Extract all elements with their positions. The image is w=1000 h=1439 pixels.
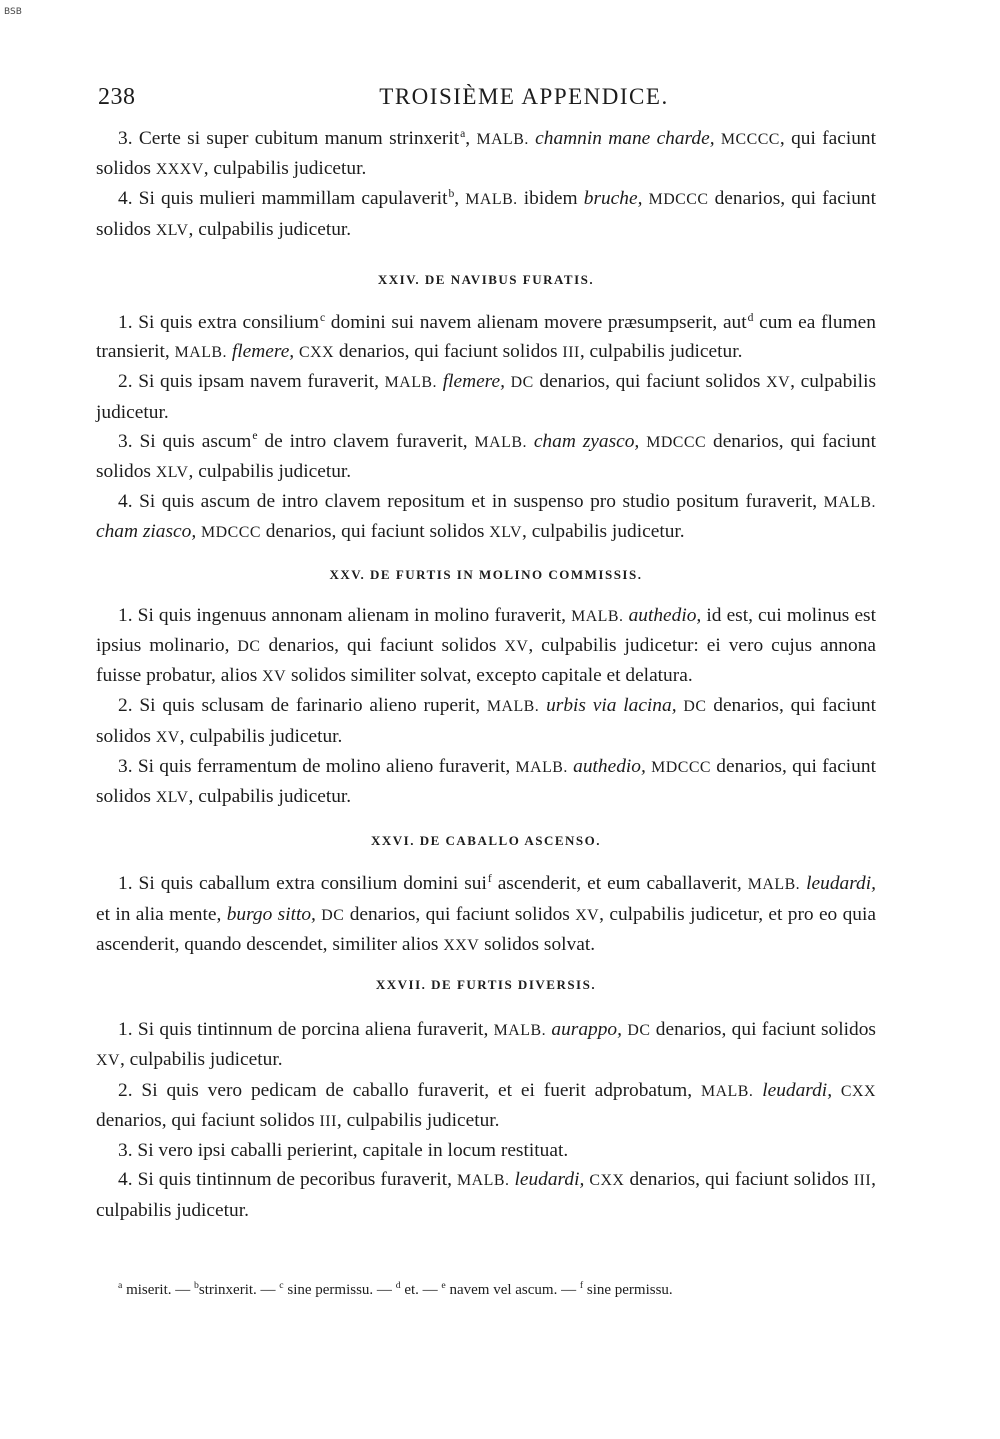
- footnote-ref: a: [460, 126, 466, 140]
- paragraph-text: Si quis extra consilium: [138, 312, 319, 334]
- paragraph-24-1: [96, 308, 876, 367]
- paragraph-number: 2.: [118, 695, 133, 717]
- footnote-text: miserit. —: [122, 1282, 194, 1298]
- text: denarios, qui faciunt solidos: [96, 755, 876, 808]
- malberg-gloss: cham zyasco,: [533, 430, 640, 452]
- malberg-gloss: leudardi,: [762, 1079, 833, 1101]
- paragraph-number: 3.: [118, 128, 133, 149]
- paragraph-text: Si vero ipsi caballi perierint, capitale in locum restituat.: [137, 1140, 569, 1162]
- page-number: 238: [98, 84, 136, 110]
- footnote-ref: c: [319, 310, 326, 324]
- malberg-gloss: authedio,: [573, 755, 646, 777]
- malb-abbrev: MALB.: [823, 494, 876, 512]
- paragraph-27-1: [96, 1015, 876, 1075]
- text: denarios, qui faciunt solidos: [533, 371, 767, 393]
- library-mark: BSB: [4, 7, 22, 17]
- footnotes: [118, 1279, 858, 1301]
- footnote-mark: f: [579, 1280, 584, 1291]
- text: denarios, qui faciunt solidos: [96, 1109, 320, 1131]
- solidi-amount: XV: [575, 906, 600, 924]
- paragraph-text: Si quis ingenuus annonam alienam in molino furaverit,: [137, 604, 572, 626]
- paragraph-25-2: [96, 691, 876, 751]
- paragraph-text: Si quis ferramentum de molino alieno furaverit,: [137, 755, 516, 777]
- footnote-mark: e: [441, 1280, 446, 1291]
- paragraph-number: 4.: [118, 491, 133, 513]
- text: cum ea flumen transierit,: [96, 312, 876, 363]
- text: ,: [465, 128, 477, 149]
- denarii-amount: MDCCC: [646, 433, 707, 451]
- paragraph-26-1: [96, 869, 876, 960]
- paragraph-number: 1.: [118, 873, 133, 895]
- footnote-ref: f: [487, 872, 492, 885]
- text: denarios, qui faciunt solidos: [344, 903, 576, 925]
- paragraph-text: Si quis vero pedicam de caballo furaverit, et ei fuerit adprobatum,: [141, 1079, 701, 1101]
- malb-abbrev: MALB.: [700, 1082, 754, 1100]
- paragraph-text: Si quis mulieri mammillam capulaverit: [138, 188, 448, 210]
- solidi-amount: XV: [766, 374, 791, 392]
- denarii-amount: CXX: [299, 344, 335, 362]
- malb-abbrev: MALB.: [174, 344, 228, 362]
- text: et in alia mente,: [96, 903, 227, 925]
- text: , culpabilis judicetur.: [179, 725, 343, 747]
- denarii-amount: DC: [510, 374, 534, 392]
- malb-abbrev: MALB.: [486, 698, 540, 716]
- denarii-amount: DC: [321, 906, 345, 924]
- malb-abbrev: MALB.: [747, 876, 801, 894]
- text: denarios, qui faciunt solidos: [650, 1019, 876, 1041]
- malb-abbrev: MALB.: [493, 1022, 547, 1040]
- denarii-amount: MCCCC: [720, 131, 780, 148]
- footnote-mark: d: [395, 1280, 401, 1291]
- footnote-item: [194, 1282, 279, 1298]
- section-heading-xxiv: XXIV. DE NAVIBUS FURATIS.: [377, 271, 595, 287]
- text: , culpabilis judicetur.: [188, 461, 352, 483]
- paragraph-number: 2.: [118, 371, 133, 393]
- text: ,: [454, 188, 466, 210]
- denarii-amount: MDCCC: [651, 758, 712, 776]
- denarii-amount: DC: [627, 1022, 651, 1040]
- footnote-mark: b: [194, 1280, 199, 1291]
- solidi-amount: XLV: [155, 464, 189, 482]
- footnote-item: [279, 1282, 395, 1298]
- text: ascenderit, et eum caballaverit,: [491, 873, 748, 895]
- footnote-ref: e: [252, 429, 258, 443]
- text-body: [96, 124, 876, 1225]
- malberg-gloss: leudardi,: [806, 873, 876, 895]
- section-heading-xxvii: XXVII. DE FURTIS DIVERSIS.: [375, 977, 597, 993]
- footnote-item: [580, 1282, 673, 1298]
- malb-abbrev: MALB.: [571, 607, 624, 625]
- paragraph-number: 1.: [118, 312, 133, 334]
- solidi-amount: XV: [504, 638, 529, 656]
- malberg-gloss: aurappo,: [551, 1019, 622, 1041]
- footnote-item: [396, 1282, 442, 1298]
- footnote-item: [118, 1282, 194, 1298]
- malberg-gloss: flemere,: [442, 371, 505, 393]
- text: solidos similiter solvat, excepto capitale et delatura.: [286, 665, 693, 687]
- paragraph-number: 1.: [118, 1019, 133, 1041]
- paragraph-number: 2.: [118, 1079, 133, 1101]
- text: , culpabilis judicetur.: [96, 1169, 876, 1221]
- text: denarios, qui faciunt solidos: [96, 430, 876, 483]
- solidi-amount: XXV: [443, 936, 480, 954]
- footnote-text: sine permissu.: [583, 1282, 673, 1298]
- paragraph-25-1: [96, 601, 876, 692]
- paragraph-number: 3.: [118, 1140, 133, 1162]
- paragraph-23-4: [96, 184, 876, 244]
- solidi-amount: III: [853, 1172, 872, 1190]
- text: [832, 1080, 841, 1101]
- paragraph-24-3: [96, 427, 876, 487]
- section-heading-xxvi: XXVI. DE CABALLO ASCENSO.: [370, 833, 601, 849]
- solidi-amount: XV: [155, 728, 180, 746]
- malberg-gloss: cham ziasco,: [96, 521, 197, 543]
- paragraph-number: 3.: [118, 430, 133, 452]
- text: , culpabilis judicetur.: [96, 371, 876, 423]
- text: id est, cui molinus est ipsius molinario,: [96, 604, 876, 657]
- text: denarios, qui faciunt solidos: [96, 695, 876, 747]
- text: , culpabilis judicetur.: [579, 341, 743, 363]
- solidi-amount: XLV: [155, 789, 189, 807]
- denarii-amount: DC: [683, 698, 707, 716]
- denarii-amount: MDCCC: [648, 191, 709, 209]
- text: , culpabilis judicetur: ei vero cujus annona fuisse probatur, alios: [96, 635, 876, 687]
- text: ibidem: [517, 188, 584, 210]
- paragraph-text: Si quis tintinnum de pecoribus furaverit,: [137, 1169, 458, 1191]
- text: , culpabilis judicetur.: [119, 1049, 283, 1071]
- malb-abbrev: MALB.: [457, 1172, 510, 1190]
- paragraph-27-4: [96, 1165, 876, 1224]
- paragraph-text: Certe si super cubitum manum strinxerit: [138, 128, 460, 149]
- solidi-amount: III: [319, 1112, 337, 1130]
- text: [753, 1080, 762, 1101]
- footnote-ref: d: [747, 310, 754, 324]
- paragraph-23-3: [96, 124, 876, 184]
- paragraph-text: Si quis ascum de intro clavem repositum et in suspenso pro studio positum furaverit,: [139, 491, 824, 513]
- paragraph-text: Si quis caballum extra consilium domini sui: [138, 873, 487, 895]
- text: , culpabilis judicetur.: [203, 158, 367, 180]
- paragraph-27-3: [96, 1136, 876, 1165]
- page-header: [98, 84, 870, 118]
- text: denarios, qui faciunt solidos: [96, 188, 876, 240]
- footnote-text: navem vel ascum. —: [445, 1282, 580, 1298]
- paragraph-text: Si quis ascum: [139, 430, 252, 452]
- footnote-mark: c: [279, 1280, 284, 1291]
- footnote-mark: a: [118, 1280, 123, 1291]
- paragraph-text: Si quis ipsam navem furaverit,: [138, 371, 385, 393]
- text: , qui faciunt solidos: [96, 128, 876, 180]
- paragraph-24-4: [96, 487, 876, 547]
- denarii-amount: CXX: [840, 1082, 876, 1100]
- paragraph-number: 3.: [118, 755, 133, 777]
- paragraph-number: 4.: [118, 188, 133, 210]
- footnote-text: strinxerit. —: [198, 1282, 280, 1298]
- text: solidos solvat.: [479, 933, 596, 955]
- paragraph-27-2: [96, 1076, 876, 1136]
- malb-abbrev: MALB.: [476, 131, 529, 148]
- paragraph-text: Si quis tintinnum de porcina aliena furaverit,: [137, 1019, 494, 1041]
- denarii-amount: DC: [237, 638, 261, 656]
- malb-abbrev: MALB.: [474, 433, 527, 451]
- running-title: TROISIÈME APPENDICE.: [379, 84, 669, 109]
- solidi-amount: XLV: [489, 524, 522, 542]
- footnote-item: [441, 1282, 579, 1298]
- text: [527, 431, 534, 452]
- malberg-gloss: chamnin mane charde,: [535, 128, 715, 149]
- text: denarios, qui faciunt solidos: [334, 341, 563, 363]
- malberg-gloss: burgo sitto,: [226, 903, 316, 925]
- malb-abbrev: MALB.: [465, 191, 518, 209]
- malberg-gloss: authedio,: [628, 604, 702, 626]
- text: domini sui navem alienam movere præsumpserit, aut: [325, 312, 747, 334]
- paragraph-number: 4.: [118, 1169, 133, 1191]
- solidi-amount: III: [562, 344, 580, 362]
- solidi-amount: XXXV: [155, 161, 204, 179]
- section-heading-xxv: XXV. DE FURTIS IN MOLINO COMMISSIS.: [329, 566, 643, 582]
- solidi-amount: XLV: [155, 221, 189, 239]
- paragraph-number: 1.: [118, 604, 133, 626]
- text: , culpabilis judicetur.: [188, 218, 352, 240]
- paragraph-text: Si quis sclusam de farinario alieno ruperit,: [139, 695, 487, 717]
- solidi-amount: XV: [96, 1052, 120, 1070]
- text: denarios, qui faciunt solidos: [624, 1169, 854, 1191]
- text: , culpabilis judicetur.: [522, 521, 685, 543]
- denarii-amount: CXX: [589, 1172, 625, 1190]
- text: , culpabilis judicetur, et pro eo quia ascenderit, quando descendet, similiter alios: [96, 903, 876, 955]
- denarii-amount: MDCCC: [201, 524, 261, 542]
- footnote-ref: b: [448, 186, 455, 200]
- text: denarios, qui faciunt solidos: [260, 521, 490, 543]
- paragraph-24-2: [96, 367, 876, 426]
- malb-abbrev: MALB.: [515, 758, 568, 776]
- malb-abbrev: MALB.: [384, 374, 438, 392]
- malberg-gloss: urbis via lacina,: [546, 695, 677, 717]
- footnote-text: sine permissu. —: [283, 1282, 396, 1298]
- text: denarios, qui faciunt solidos: [260, 635, 505, 657]
- footnote-text: et. —: [400, 1282, 442, 1298]
- solidi-amount: XV: [262, 668, 287, 686]
- text: , culpabilis judicetur.: [336, 1109, 500, 1131]
- malberg-gloss: bruche,: [583, 188, 643, 210]
- paragraph-25-3: [96, 752, 876, 812]
- malberg-gloss: flemere,: [231, 341, 295, 363]
- malberg-gloss: leudardi,: [514, 1169, 585, 1191]
- text: , culpabilis judicetur.: [188, 786, 352, 808]
- text: de intro clavem furaverit,: [257, 430, 475, 452]
